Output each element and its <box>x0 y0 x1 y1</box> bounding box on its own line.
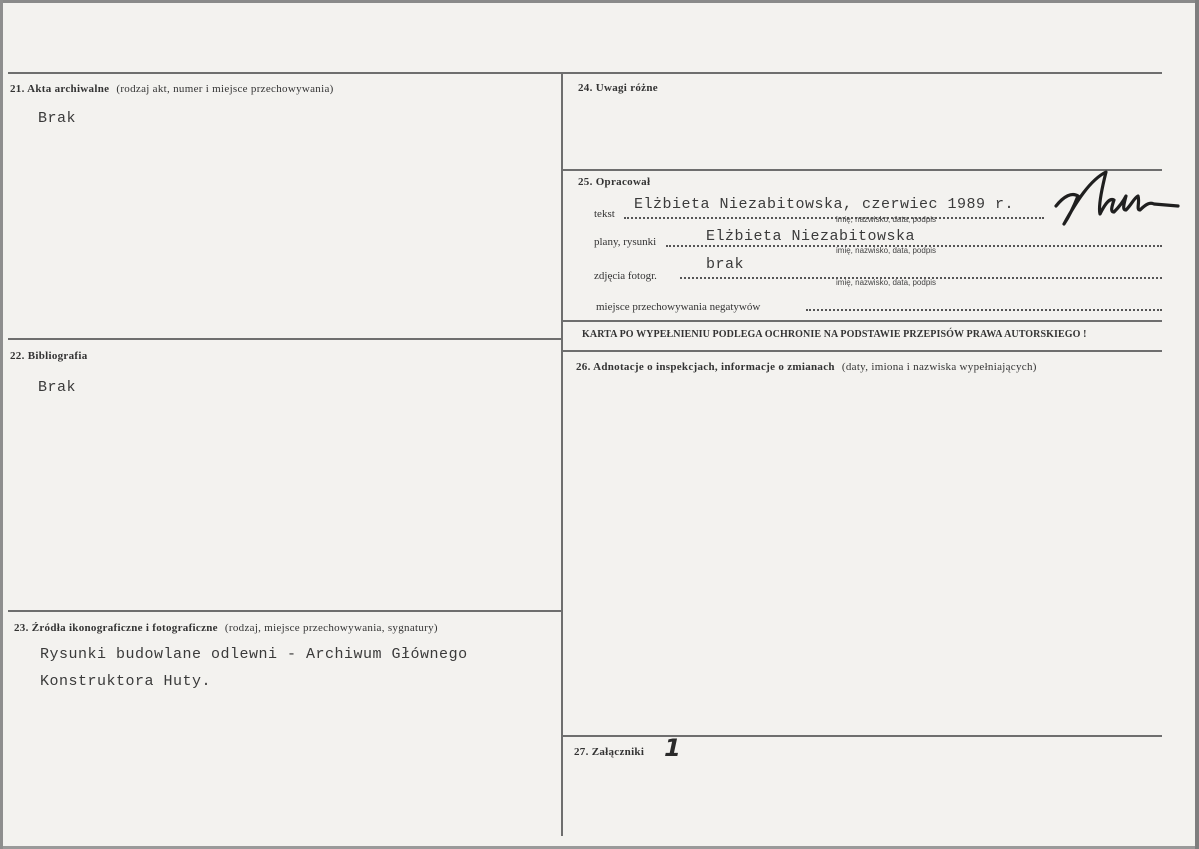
section-27-value: 1 <box>661 734 684 762</box>
rule-26-27 <box>562 735 1162 737</box>
signature-image <box>1050 166 1180 226</box>
section-23-label: 23. Źródła ikonograficzne i fotograficzne <box>14 622 218 634</box>
top-rule <box>8 72 1162 74</box>
section-21-heading <box>10 83 334 95</box>
tekst-dotted-line <box>624 217 1044 219</box>
copyright-notice: KARTA PO WYPEŁNIENIU PODLEGA OCHRONIE NA PODSTAWIE PRZEPISÓW PRAWA AUTORSKIEGO ! <box>582 329 1087 340</box>
card-edge-top <box>0 0 1199 3</box>
tekst-caption: imię, nazwisko, data, podpis <box>836 215 937 224</box>
negatywy-dotted-line <box>806 309 1162 311</box>
negatywy-label: miejsce przechowywania negatywów <box>596 301 761 313</box>
rule-25-26 <box>562 350 1162 352</box>
section-21-sublabel: (rodzaj akt, numer i miejsce przechowywania) <box>116 83 334 95</box>
section-23-sublabel: (rodzaj, miejsce przechowywania, sygnatury) <box>224 622 438 634</box>
section-27-label: 27. Załączniki <box>574 746 645 758</box>
rule-21-22 <box>8 338 562 340</box>
section-24-label: 24. Uwagi różne <box>578 82 658 94</box>
plany-label: plany, rysunki <box>594 236 657 248</box>
section-22-label: 22. Bibliografia <box>10 350 88 362</box>
section-26-sublabel: (daty, imiona i nazwiska wypełniających) <box>841 361 1037 373</box>
plany-caption: imię, nazwisko, data, podpis <box>836 246 937 255</box>
tekst-label: tekst <box>594 208 615 220</box>
section-26-heading <box>576 361 1037 373</box>
section-23-value-line1: Rysunki budowlane odlewni - Archiwum Głównego <box>40 646 468 663</box>
section-23-value-line2: Konstruktora Huty. <box>40 673 212 690</box>
zdjecia-label: zdjęcia fotogr. <box>594 270 657 282</box>
card-edge-right <box>1195 0 1199 849</box>
rule-25-notice <box>562 320 1162 322</box>
center-divider <box>561 72 563 836</box>
section-26-label: 26. Adnotacje o inspekcjach, informacje o zmianach <box>576 361 835 373</box>
rule-22-23 <box>8 610 562 612</box>
section-25-label: 25. Opracował <box>578 176 651 188</box>
section-21-value: Brak <box>38 110 77 127</box>
section-22-value: Brak <box>38 379 77 396</box>
section-21-label: 21. Akta archiwalne <box>10 83 110 95</box>
card-edge-left <box>0 0 3 849</box>
tekst-value: Elżbieta Niezabitowska, czerwiec 1989 r. <box>634 196 1015 213</box>
zdjecia-value: brak <box>706 256 745 273</box>
section-23-heading <box>14 622 438 634</box>
plany-value: Elżbieta Niezabitowska <box>706 228 916 245</box>
zdjecia-caption: imię, nazwisko, data, podpis <box>836 278 937 287</box>
